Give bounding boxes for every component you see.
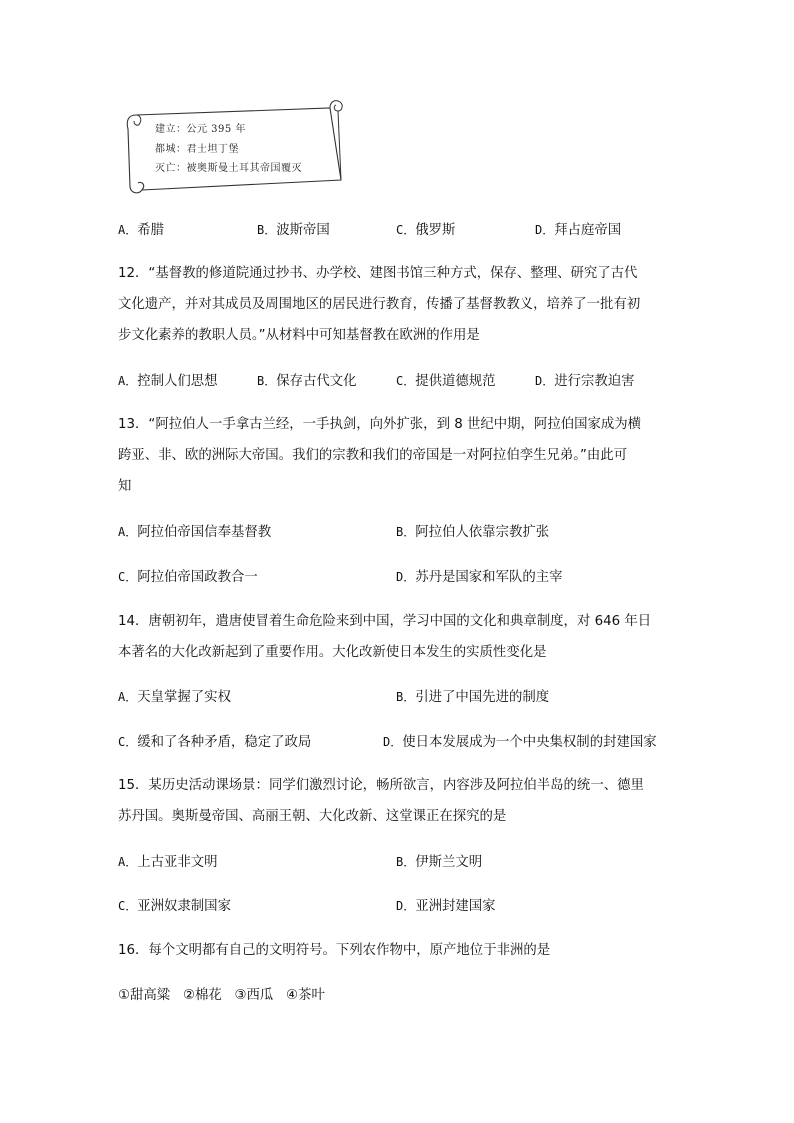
q14-option-c[interactable]: C．缓和了各种矛盾，稳定了政局 — [118, 735, 312, 750]
q12-option-a[interactable]: A．控制人们思想 — [118, 374, 218, 389]
q12-stem-line: 步文化素养的教职人员。”从材料中可知基督教在欧洲的作用是 — [118, 328, 480, 343]
q12-option-b[interactable]: B．保存古代文化 — [257, 374, 357, 389]
q13-stem-line: 知 — [118, 479, 132, 494]
q15-stem-line: 苏丹国。奥斯曼帝国、高丽王朝、大化改新、这堂课正在探究的是 — [118, 809, 507, 824]
q15-option-c[interactable]: C．亚洲奴隶制国家 — [118, 899, 231, 914]
q16-stem-line: 16．每个文明都有自己的文明符号。下列农作物中，原产地位于非洲的是 — [118, 943, 551, 958]
q14-stem-line: 14．唐朝初年，遣唐使冒着生命危险来到中国，学习中国的文化和典章制度，对 646 年日 — [118, 614, 652, 629]
q11-option-c[interactable]: C．俄罗斯 — [396, 223, 456, 238]
q16-crop-items: ①甜高粱 ②棉花 ③西瓜 ④茶叶 — [118, 988, 325, 1003]
q14-stem-line: 本著名的大化改新起到了重要作用。大化改新使日本发生的实质性变化是 — [118, 645, 547, 660]
q13-option-a[interactable]: A．阿拉伯帝国信奉基督教 — [118, 525, 272, 540]
q15-option-d[interactable]: D．亚洲封建国家 — [396, 899, 496, 914]
q11-option-d[interactable]: D．拜占庭帝国 — [535, 223, 622, 238]
q12-option-c[interactable]: C．提供道德规范 — [396, 374, 496, 389]
q11-option-a[interactable]: A．希腊 — [118, 223, 165, 238]
q13-option-b[interactable]: B．阿拉伯人依靠宗教扩张 — [396, 525, 550, 540]
q15-option-b[interactable]: B．伊斯兰文明 — [396, 855, 483, 870]
q13-stem-line: 13．“阿拉伯人一手拿古兰经，一手执剑，向外扩张，到 8 世纪中期，阿拉伯国家成为横 — [118, 417, 642, 432]
q12-option-d[interactable]: D．进行宗教迫害 — [535, 374, 635, 389]
q14-option-a[interactable]: A．天皇掌握了实权 — [118, 690, 231, 705]
scroll-founded: 建立：公元 395 年 — [155, 124, 246, 135]
q14-option-d[interactable]: D．使日本发展成为一个中央集权制的封建国家 — [383, 735, 657, 750]
q15-option-a[interactable]: A．上古亚非文明 — [118, 855, 218, 870]
q13-option-c[interactable]: C．阿拉伯帝国政教合一 — [118, 570, 258, 585]
scroll-capital: 都城：君士坦丁堡 — [155, 144, 239, 155]
q11-option-b[interactable]: B．波斯帝国 — [257, 223, 330, 238]
q15-stem-line: 15．某历史活动课场景：同学们激烈讨论，畅所欲言，内容涉及阿拉伯半岛的统一、德里 — [118, 778, 644, 793]
scroll-illustration — [124, 97, 346, 197]
scroll-fall: 灭亡：被奥斯曼土耳其帝国覆灭 — [155, 163, 302, 174]
q12-stem-line: 文化遗产，并对其成员及周围地区的居民进行教育，传播了基督教教义，培养了一批有初 — [118, 297, 641, 312]
q12-stem-line: 12．“基督教的修道院通过抄书、办学校、建图书馆三种方式，保存、整理、研究了古代 — [118, 266, 638, 281]
q14-option-b[interactable]: B．引进了中国先进的制度 — [396, 690, 550, 705]
q13-option-d[interactable]: D．苏丹是国家和军队的主宰 — [396, 570, 563, 585]
q13-stem-line: 跨亚、非、欧的洲际大帝国。我们的宗教和我们的帝国是一对阿拉伯孪生兄弟。”由此可 — [118, 448, 628, 463]
